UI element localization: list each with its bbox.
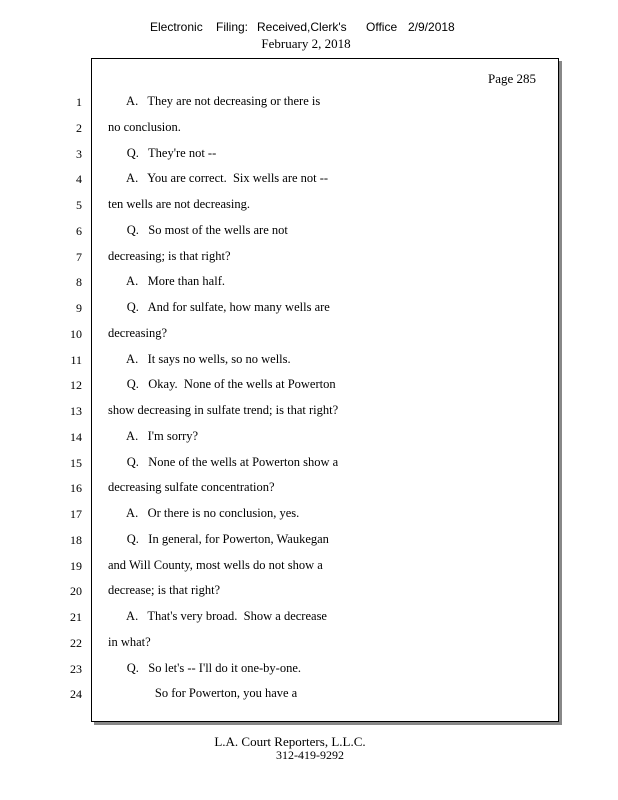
line-text: A. More than half. [108,274,225,289]
line-number: 2 [76,120,82,135]
line-text: A. I'm sorry? [108,428,199,443]
line-text: no conclusion. [108,119,181,134]
line-text: Q. In general, for Powerton, Waukegan [108,531,329,546]
line-text: Q. And for sulfate, how many wells are [108,300,330,314]
line-number: 20 [70,584,82,599]
filing-word: Filing: [216,20,249,34]
line-text: Q. Okay. None of the wells at Powerton [108,377,336,392]
line-number: 7 [76,249,82,264]
line-text: Q. None of the wells at Powerton show a [108,454,339,469]
line-text: decreasing? [108,325,167,340]
page-number: Page 285 [487,71,536,86]
line-text: Q. So most of the wells are not [108,222,288,237]
line-number: 12 [70,378,82,393]
filing-date: February 2, 2018 [261,36,351,51]
line-text: Q. So let's -- I'll do it one-by-one. [108,660,302,675]
line-text: decreasing; is that right? [108,248,231,263]
line-text: A. Or there is no conclusion, yes. [108,506,300,520]
line-number: 15 [70,455,82,470]
line-number: 4 [76,172,82,187]
line-number: 10 [70,326,82,341]
filing-word: Office [366,20,398,34]
line-number: 6 [76,223,82,238]
footer-phone: 312-419-9292 [276,748,344,762]
line-text: in what? [108,634,151,649]
filing-word: Electronic [150,20,203,34]
line-number: 19 [70,558,82,573]
line-number: 9 [76,301,82,315]
line-text: A. That's very broad. Show a decrease [108,609,327,623]
line-number: 17 [70,507,82,521]
line-text: decreasing sulfate concentration? [108,480,275,495]
line-number: 24 [70,687,82,702]
line-text: A. You are correct. Six wells are not -- [108,171,329,186]
line-text: Q. They're not -- [108,145,217,160]
line-number: 18 [70,532,82,547]
line-number: 13 [70,404,82,418]
line-number: 8 [76,275,82,290]
line-text: So for Powerton, you have a [108,686,298,701]
line-text: and Will County, most wells do not show a [108,557,323,572]
footer-reporter: L.A. Court Reporters, L.L.C. [214,734,366,749]
filing-word: 2/9/2018 [408,20,455,34]
line-number: 1 [76,95,82,109]
line-number: 21 [70,610,82,624]
line-text: ten wells are not decreasing. [108,197,250,211]
filing-word: Received,Clerk's [257,20,347,34]
line-text: A. They are not decreasing or there is [108,94,321,108]
line-number: 5 [76,198,82,212]
line-number: 16 [70,481,82,496]
line-text: A. It says no wells, so no wells. [108,351,291,366]
line-number: 14 [70,429,82,444]
line-text: show decreasing in sulfate trend; is that right? [108,403,339,417]
line-number: 3 [76,146,82,161]
line-number: 22 [70,635,82,650]
line-text: decrease; is that right? [108,583,221,598]
line-number: 11 [70,352,82,367]
line-number: 23 [70,661,82,676]
